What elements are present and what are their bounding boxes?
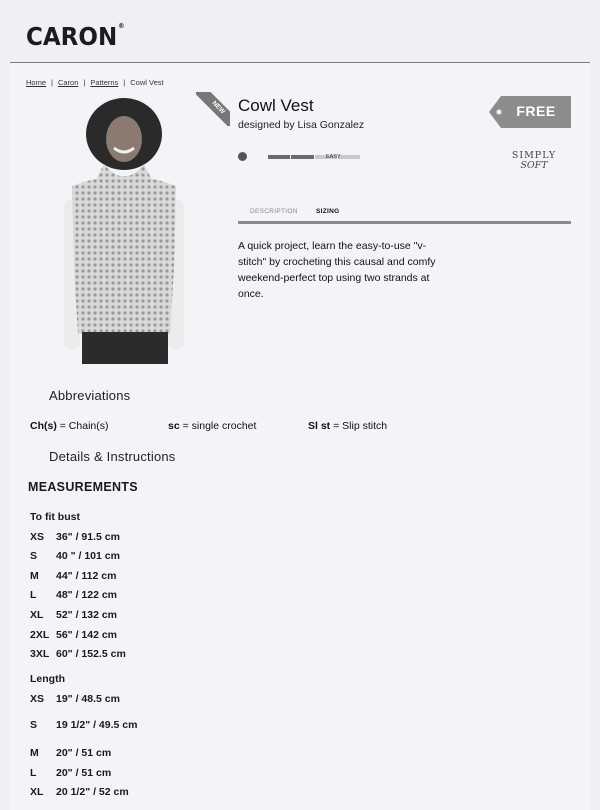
bust-row (30, 608, 156, 622)
skill-level-bar (268, 155, 360, 159)
bust-row (30, 530, 156, 544)
size-value: 52" / 132 cm (56, 609, 118, 621)
breadcrumb-separator: | (51, 78, 53, 87)
tab-description[interactable]: DESCRIPTION (250, 208, 298, 215)
pattern-description: A quick project, learn the easy-to-use "v-stitch" by crocheting this causal and comfy weekend-perfect top using two strands at once. (238, 240, 436, 300)
abbreviation-item (30, 420, 109, 432)
size-value: 48" / 122 cm (56, 589, 118, 601)
breadcrumb-caron[interactable]: Caron (57, 78, 79, 87)
breadcrumb-patterns[interactable]: Patterns (90, 78, 119, 87)
abbreviation-term: sc (168, 420, 180, 432)
size-value: 19" / 48.5 cm (56, 693, 120, 705)
length-row (30, 718, 156, 732)
product-photo[interactable] (62, 94, 192, 364)
bust-row (30, 588, 156, 602)
size-label: XL (30, 786, 44, 798)
abbreviations-heading: Abbreviations (49, 388, 131, 403)
length-row (30, 692, 156, 706)
length-row (30, 766, 156, 780)
pattern-title: Cowl Vest (238, 96, 314, 115)
skill-level-label: EASY (326, 154, 341, 160)
size-value: 20" / 51 cm (56, 747, 112, 759)
abbreviation-meaning: = Chain(s) (56, 420, 109, 432)
length-heading: Length (30, 673, 65, 685)
tab-sizing[interactable]: SIZING (316, 208, 340, 215)
bust-row (30, 549, 156, 563)
abbreviation-item (308, 420, 387, 432)
abbreviation-meaning: = Slip stitch (330, 420, 388, 432)
abbreviation-term: Ch(s) (30, 420, 57, 432)
size-value: 56" / 142 cm (56, 629, 118, 641)
breadcrumb (26, 78, 164, 87)
bust-heading: To fit bust (30, 511, 80, 523)
bust-row (30, 628, 156, 642)
skill-level (238, 150, 378, 166)
length-row (30, 785, 156, 799)
breadcrumb-home[interactable]: Home (26, 78, 47, 87)
skill-segment (268, 155, 290, 159)
skill-segment (291, 155, 313, 159)
yarn-brand-line2: SOFT (520, 160, 548, 171)
model-illustration (62, 94, 192, 364)
size-label: XL (30, 609, 44, 621)
price-label: FREE (516, 103, 556, 119)
bust-row (30, 647, 156, 661)
size-label: L (30, 767, 37, 779)
abbreviation-item (168, 420, 256, 432)
yarn-brand-logo[interactable] (508, 150, 560, 171)
size-value: 20" / 51 cm (56, 767, 112, 779)
size-value: 40 " / 101 cm (56, 550, 120, 562)
brand-reg-mark: ® (118, 22, 125, 30)
details-heading: Details & Instructions (49, 449, 176, 464)
size-label: S (30, 550, 38, 562)
size-value: 19 1/2" / 49.5 cm (56, 719, 138, 731)
size-value: 44" / 112 cm (56, 570, 117, 582)
abbreviation-term: Sl st (308, 420, 331, 432)
size-label: XS (30, 531, 45, 543)
skill-level-icon (238, 152, 247, 161)
tabs-underline (238, 221, 571, 224)
size-label: S (30, 719, 38, 731)
size-label: M (30, 747, 39, 759)
size-label: 3XL (30, 648, 50, 660)
size-label: M (30, 570, 39, 582)
designer-credit: designed by Lisa Gonzalez (238, 119, 365, 131)
new-badge (196, 92, 230, 126)
breadcrumb-current: Cowl Vest (130, 78, 164, 87)
yarn-brand-line1: SIMPLY (511, 150, 557, 161)
measurements-heading: MEASUREMENTS (28, 480, 138, 494)
skill-segment (338, 155, 360, 159)
brand-name: CARON (26, 22, 118, 51)
size-value: 60" / 152.5 cm (56, 648, 126, 660)
abbreviation-meaning: = single crochet (179, 420, 257, 432)
size-label: XS (30, 693, 45, 705)
size-label: 2XL (30, 629, 50, 641)
info-tabs (238, 206, 571, 226)
new-badge-label: NEW (196, 92, 230, 126)
size-label: L (30, 589, 37, 601)
size-value: 36" / 91.5 cm (56, 531, 120, 543)
bust-row (30, 569, 156, 583)
length-row (30, 746, 156, 760)
breadcrumb-separator: | (83, 78, 86, 87)
size-value: 20 1/2" / 52 cm (56, 786, 129, 798)
brand-logo[interactable] (26, 22, 125, 51)
breadcrumb-separator: | (123, 78, 126, 87)
